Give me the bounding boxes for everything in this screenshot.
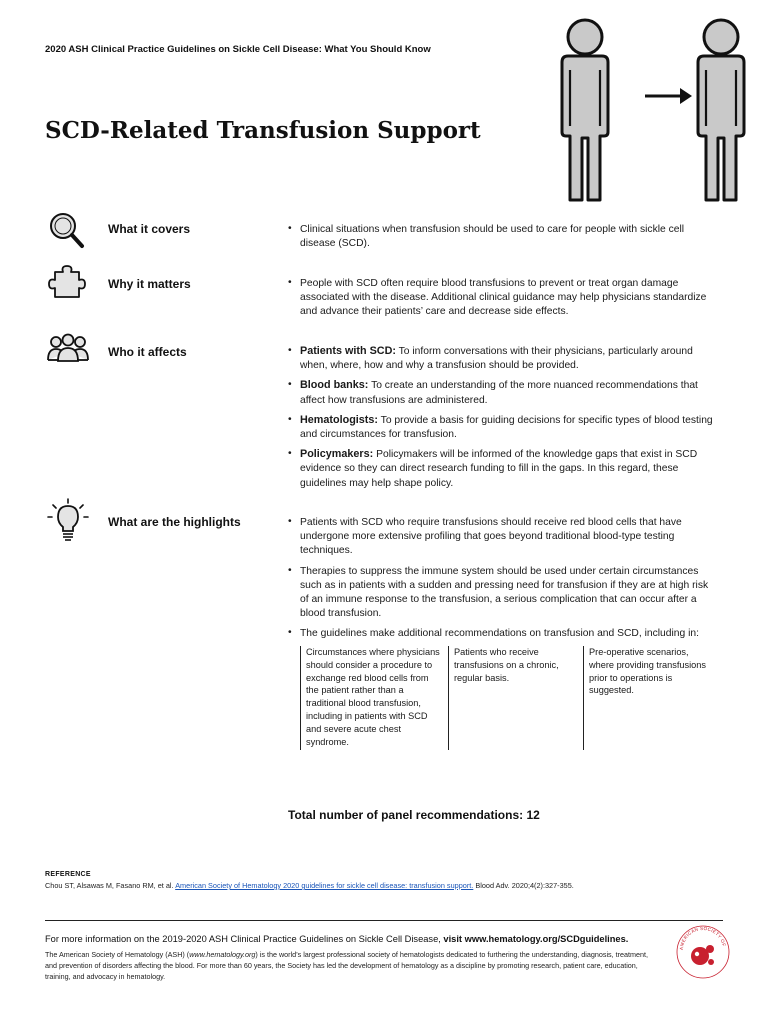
more-info: For more information on the 2019-2020 ASH Clinical Practice Guidelines on Sickle Cell Disease, visit www.hematology.org/SCDguidelines.: [45, 934, 629, 944]
sub-recommendation-preoperative: Pre-operative scenarios, where providing transfusions prior to operations is suggested.: [583, 646, 713, 697]
guidelines-url[interactable]: visit www.hematology.org/SCDguidelines.: [443, 934, 629, 944]
svg-text:AMERICAN SOCIETY OF HEMATOLOGY: AMERICAN SOCIETY OF: [678, 925, 727, 951]
sub-recommendation-exchange: Circumstances where physicians should consider a procedure to exchange red blood cells from the patient rather than a traditional blood transfusion, including in patients with SCD and severe acute chest syndrome.: [300, 646, 440, 748]
list-item: • People with SCD often require blood transfusions to prevent or treat organ damage associated with the disease. Additional clinical guidance may help physicians standardize and advance their patients’ care and decrease side effects.: [288, 276, 718, 320]
row-label-what-are-the-highlights: What are the highlights: [108, 515, 241, 529]
reference-citation: Chou ST, Alsawas M, Fasano RM, et al. American Society of Hematology 2020 guidelines for sickle cell disease: transfusion support. Blood Adv. 2020;4(2):327-355.: [45, 881, 574, 890]
list-item: • Patients with SCD: To inform conversations with their physicians, particularly around when, where, how and why a transfusion should be provided.: [288, 344, 718, 373]
list-item: • Blood banks: To create an understanding of the more nuanced recommendations that affect how transfusions are administered.: [288, 378, 718, 407]
list-item: • Clinical situations when transfusion should be used to care for people with sickle cell disease (SCD).: [288, 222, 718, 251]
reference-heading: REFERENCE: [45, 871, 91, 878]
sub-recommendation-chronic: Patients who receive transfusions on a chronic, regular basis.: [448, 646, 578, 684]
footer-divider: [45, 920, 723, 921]
total-recommendations: Total number of panel recommendations: 12: [288, 808, 540, 822]
transfusion-people-icon: [548, 10, 768, 210]
sub-recommendations: [300, 646, 720, 750]
bullets-what-it-covers: [288, 222, 718, 256]
list-item: • The guidelines make additional recommendations on transfusion and SCD, including in:: [288, 626, 718, 641]
list-item: • Therapies to suppress the immune system should be used under certain circumstances such as in patients with a sudden and pressing need for transfusion if they are at high risk of an immune response to the transfusion, a serious complication that can occur after a blood transfusion.: [288, 564, 718, 622]
reference-link[interactable]: American Society of Hematology 2020 guidelines for sickle cell disease: transfusion support.: [175, 881, 474, 890]
page-title: SCD-Related Transfusion Support: [45, 117, 481, 144]
list-item: • Patients with SCD who require transfusions should receive red blood cells that have undergone more extensive profiling that goes beyond traditional blood-type testing techniques.: [288, 515, 718, 559]
puzzle-icon: [45, 264, 91, 304]
row-label-why-it-matters: Why it matters: [108, 277, 191, 291]
bullets-highlights: [288, 515, 718, 647]
list-item: • Hematologists: To provide a basis for guiding decisions for specific types of blood testing and circumstances for transfusion.: [288, 413, 718, 442]
bullets-who-it-affects: [288, 344, 718, 496]
people-group-icon: [45, 332, 91, 372]
row-label-what-it-covers: What it covers: [108, 222, 191, 236]
row-label-who-it-affects: Who it affects: [108, 345, 187, 359]
lightbulb-icon: [45, 498, 91, 544]
society-description: The American Society of Hematology (ASH) (www.hematology.org) is the world’s largest professional society of hematologists dedicated to furthering the understanding, diagnosis, treatment, and prevention of disorders affecting the blood. For more than 60 years, the Society has led the development of hematology as a discipline by promoting research, patient care, education, training, and advocacy in hematology.: [45, 950, 648, 982]
list-item: • Policymakers: Policymakers will be informed of the knowledge gaps that exist in SCD evidence so they can direct research funding to fill in the gaps. In this regard, these guidelines may help shape policy.: [288, 447, 718, 491]
ash-logo: [675, 920, 731, 980]
document-kicker: 2020 ASH Clinical Practice Guidelines on Sickle Cell Disease: What You Should Know: [45, 44, 431, 55]
bullets-why-it-matters: [288, 276, 718, 325]
magnifier-icon: [45, 210, 91, 250]
